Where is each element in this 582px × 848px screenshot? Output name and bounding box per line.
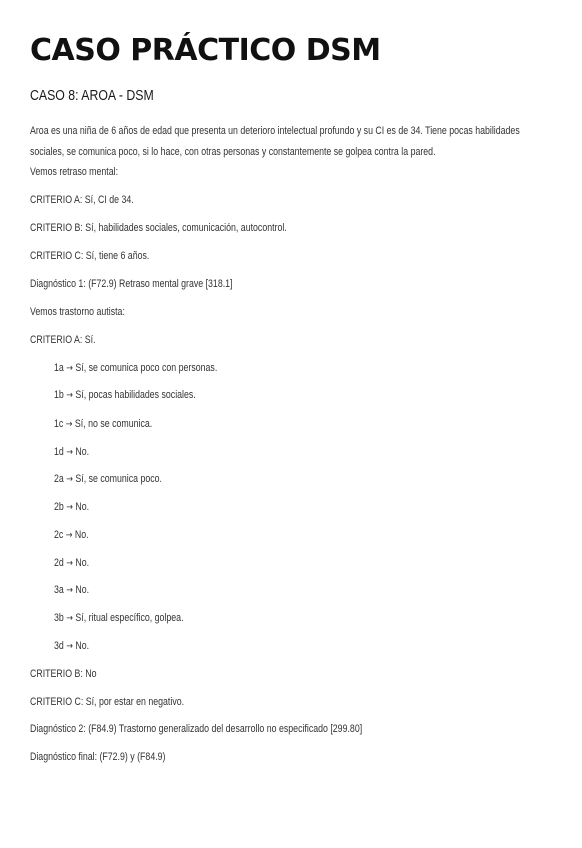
autismo-criterio-a: CRITERIO A: Sí. [30,334,96,346]
item-code: 3d [54,640,64,652]
arrow-right-icon: → [66,641,73,652]
item-text: Sí, pocas habilidades sociales. [75,389,196,401]
item-code: 1d [54,446,64,458]
list-item [54,472,162,487]
list-item [54,417,152,432]
item-code: 1b [54,389,64,401]
arrow-right-icon: → [66,613,73,624]
item-text: No. [75,584,90,596]
arrow-right-icon: → [66,390,73,401]
list-item [54,445,89,460]
list-item [54,611,184,626]
arrow-right-icon: → [66,502,73,513]
item-code: 2a [54,473,64,485]
item-code: 3b [54,612,64,624]
retraso-criterio-b: CRITERIO B: Sí, habilidades sociales, comunicación, autocontrol. [30,222,287,234]
item-text: No. [74,529,89,541]
diagnostico-2: Diagnóstico 2: (F84.9) Trastorno generalizado del desarrollo no especificado [299.80] [30,723,363,735]
diagnostico-1: Diagnóstico 1: (F72.9) Retraso mental grave [318.1] [30,278,233,290]
list-item [54,583,89,598]
item-code: 2b [54,501,64,513]
arrow-right-icon: → [65,530,73,541]
arrow-right-icon: → [66,447,73,458]
item-code: 2d [54,557,64,569]
item-text: No. [75,446,90,458]
item-text: No. [75,557,90,569]
arrow-right-icon: → [66,474,73,485]
page-title: CASO PRÁCTICO DSM [30,33,381,68]
arrow-right-icon: → [66,585,73,596]
retraso-criterio-a: CRITERIO A: Sí, CI de 34. [30,194,134,206]
arrow-right-icon: → [65,419,73,430]
item-text: No. [75,501,90,513]
list-item [54,528,89,543]
item-code: 2c [54,529,64,541]
autismo-heading: Vemos trastorno autista: [30,306,125,318]
arrow-right-icon: → [66,558,73,569]
autismo-criterio-b: CRITERIO B: No [30,668,97,680]
item-text: No. [75,640,90,652]
case-subtitle: CASO 8: AROA - DSM [30,87,154,104]
diagnostico-final: Diagnóstico final: (F72.9) y (F84.9) [30,751,166,763]
list-item [54,639,89,654]
list-item [54,388,196,403]
retraso-heading: Vemos retraso mental: [30,166,119,178]
list-item [54,361,217,376]
item-text: Sí, no se comunica. [74,418,153,430]
arrow-right-icon: → [66,363,73,374]
item-text: Sí, se comunica poco con personas. [75,362,218,374]
item-text: Sí, se comunica poco. [75,473,162,485]
list-item [54,500,89,515]
item-code: 1c [54,418,64,430]
list-item [54,556,89,571]
item-text: Sí, ritual específico, golpea. [75,612,184,624]
autismo-criterio-c: CRITERIO C: Sí, por estar en negativo. [30,696,185,708]
retraso-criterio-c: CRITERIO C: Sí, tiene 6 años. [30,250,150,262]
item-code: 3a [54,584,64,596]
item-code: 1a [54,362,64,374]
case-description: Aroa es una niña de 6 años de edad que presenta un deterioro intelectual profundo y su CI es de 34. Tiene pocas habilidades sociales, se comunica poco, si lo hace, con otras personas y constantemente se golpea contra la pared. [30,125,520,158]
